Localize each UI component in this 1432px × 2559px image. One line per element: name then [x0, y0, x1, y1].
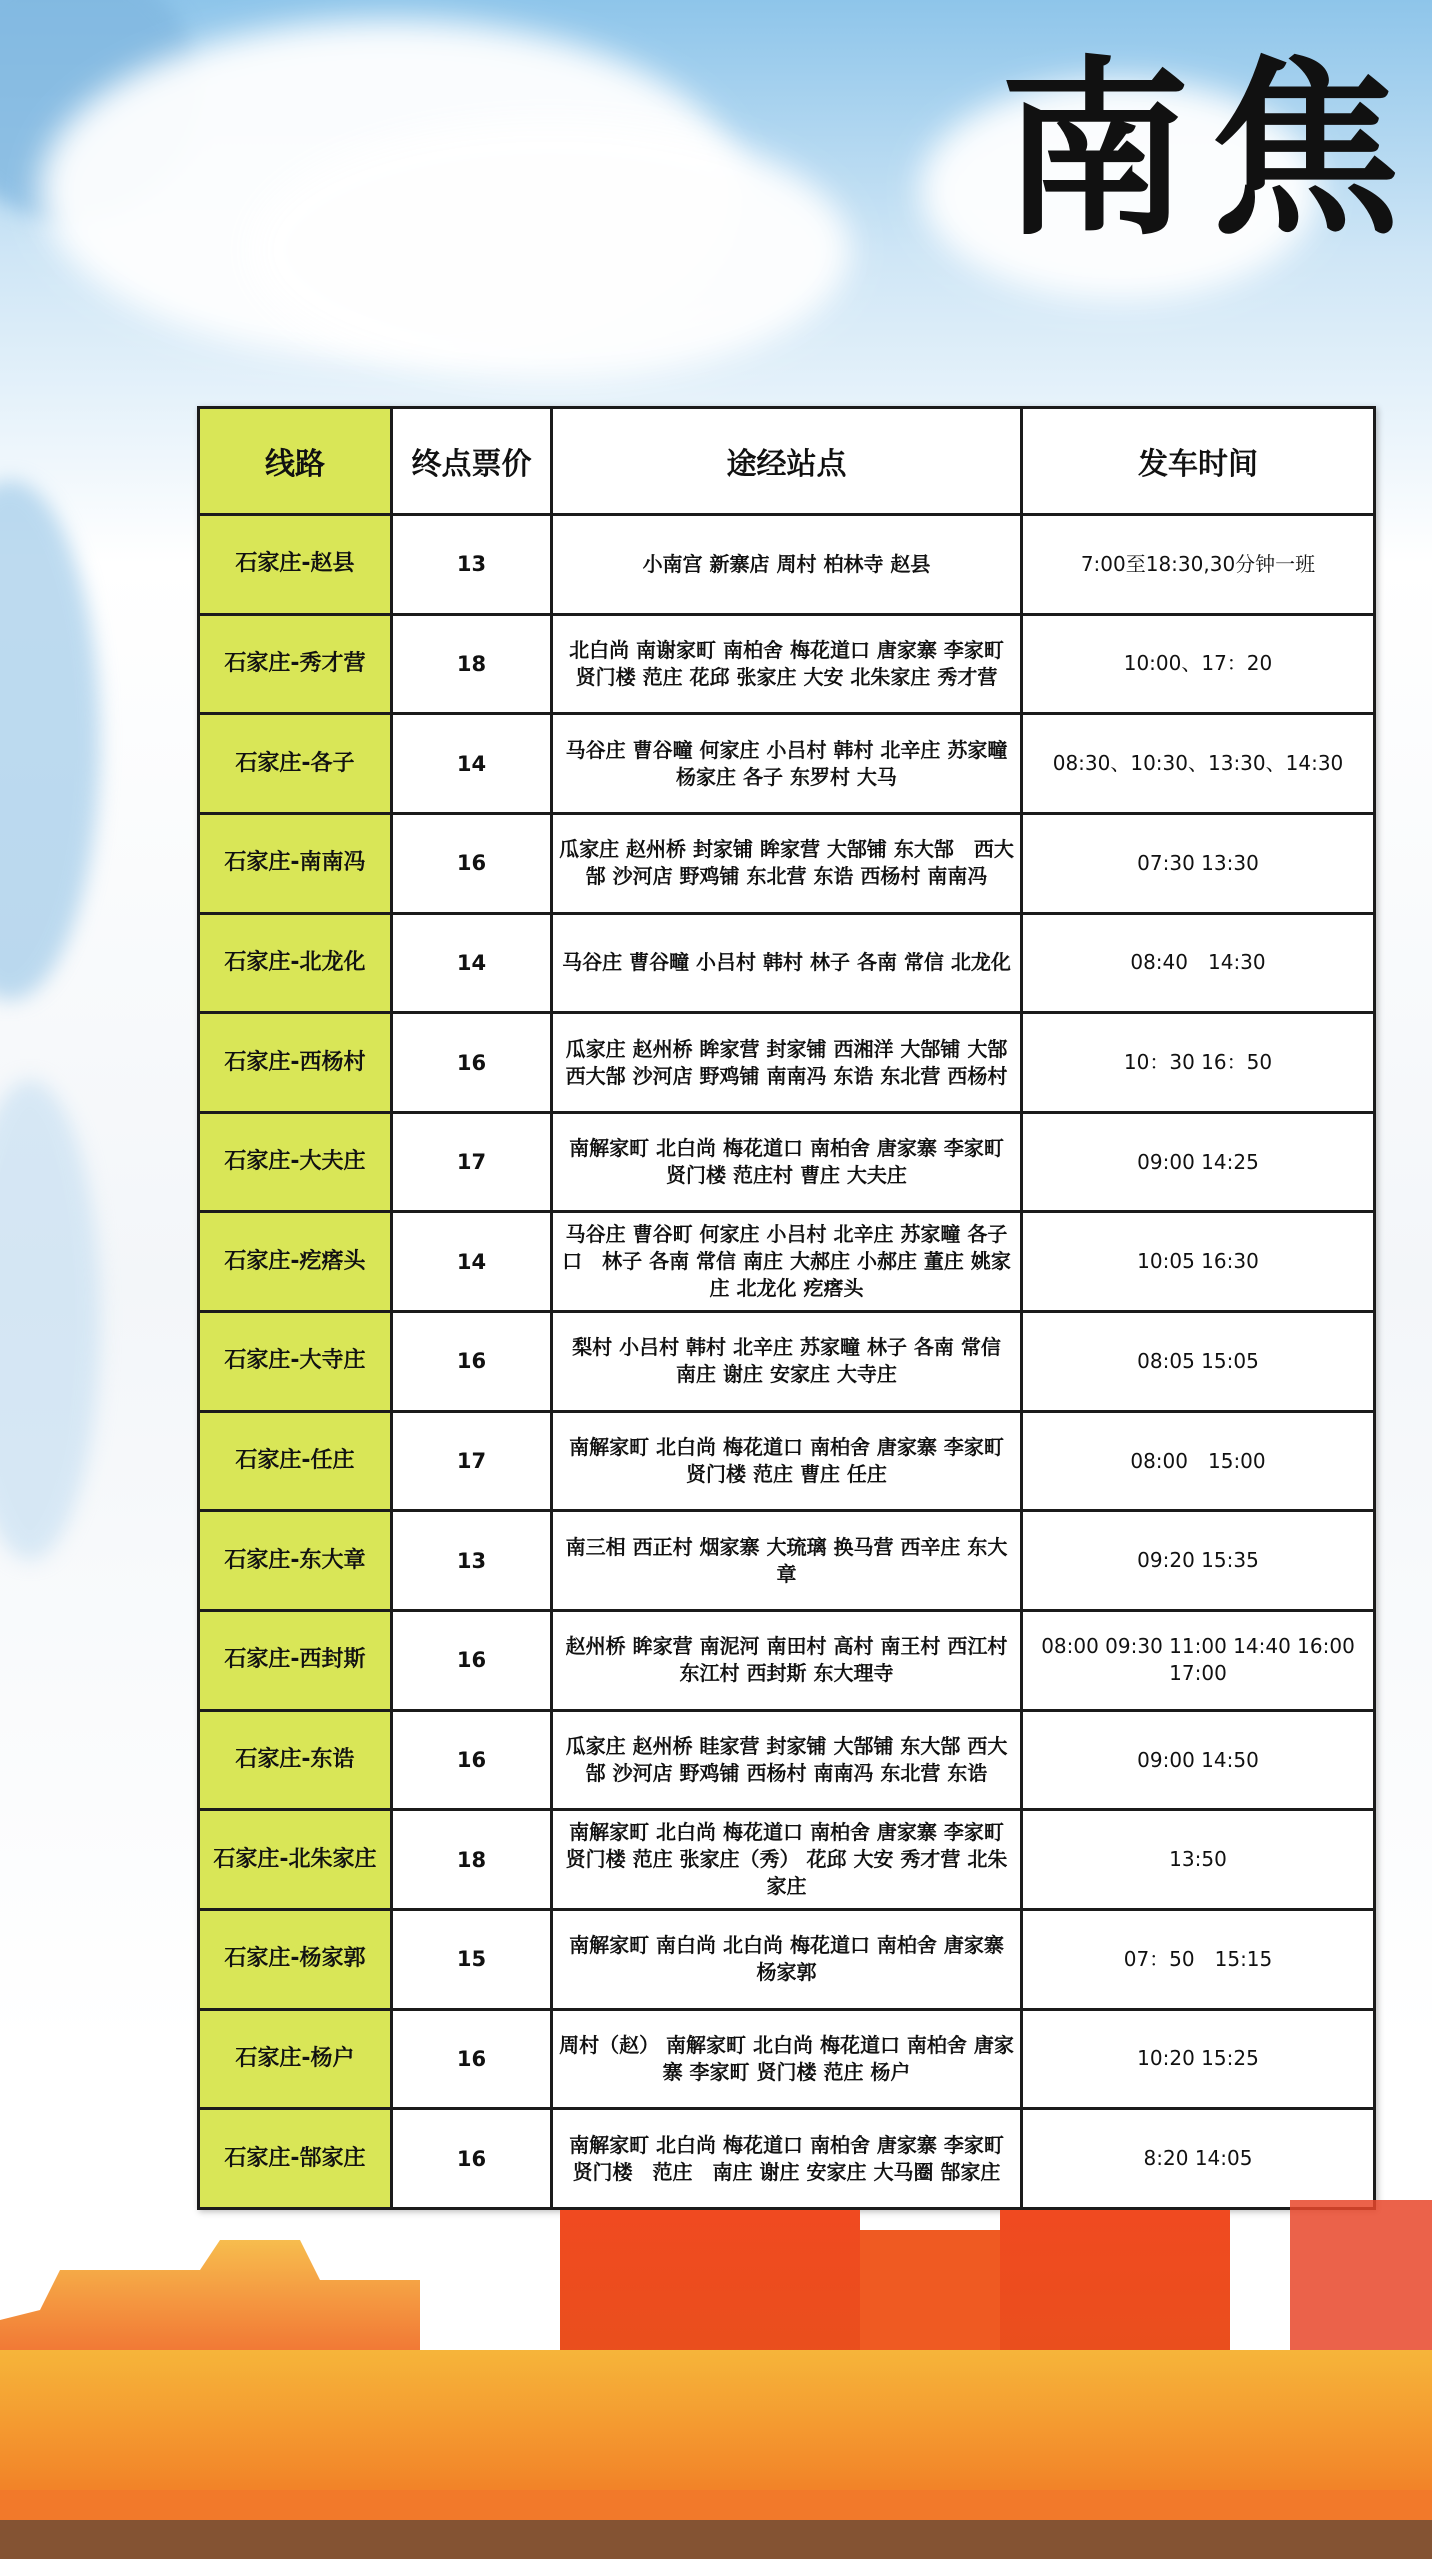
route-cell: 石家庄-大夫庄: [199, 1112, 392, 1212]
stops-cell: 瓜家庄 赵州桥 眸家营 封家铺 西湘洋 大郜铺 大郜 西大郜 沙河店 野鸡铺 南南冯 东诰 东北营 西杨村: [552, 1013, 1022, 1113]
sky-patch: [0, 480, 100, 1000]
times-cell: 08:30、10:30、13:30、14:30: [1022, 714, 1375, 814]
route-cell: 石家庄-北龙化: [199, 913, 392, 1013]
table-row: [199, 1810, 1375, 1910]
fare-cell: 14: [392, 714, 552, 814]
table-row: [199, 1411, 1375, 1511]
times-cell: 09:20 15:35: [1022, 1511, 1375, 1611]
fare-cell: 16: [392, 1710, 552, 1810]
page-title: 南焦: [1000, 38, 1421, 261]
route-cell: 石家庄-杨户: [199, 2009, 392, 2109]
times-cell: 07：50 15:15: [1022, 1909, 1375, 2009]
times-cell: 09:00 14:25: [1022, 1112, 1375, 1212]
times-cell: 08:40 14:30: [1022, 913, 1375, 1013]
route-cell: 石家庄-南南冯: [199, 813, 392, 913]
fare-cell: 18: [392, 1810, 552, 1910]
route-cell: 石家庄-东诰: [199, 1710, 392, 1810]
times-cell: 08:05 15:05: [1022, 1312, 1375, 1412]
route-cell: 石家庄-东大章: [199, 1511, 392, 1611]
times-cell: 07:30 13:30: [1022, 813, 1375, 913]
times-cell: 08:00 15:00: [1022, 1411, 1375, 1511]
table-row: [199, 2109, 1375, 2209]
stops-cell: 南解家町 北白尚 梅花道口 南柏舍 唐家寨 李家町 贤门楼 范庄 曹庄 任庄: [552, 1411, 1022, 1511]
route-cell: 石家庄-郜家庄: [199, 2109, 392, 2209]
fare-cell: 15: [392, 1909, 552, 2009]
times-cell: 08:00 09:30 11:00 14:40 16:00 17:00: [1022, 1611, 1375, 1711]
fare-cell: 14: [392, 913, 552, 1013]
times-cell: 09:00 14:50: [1022, 1710, 1375, 1810]
fare-cell: 17: [392, 1112, 552, 1212]
route-cell: 石家庄-各子: [199, 714, 392, 814]
column-header-times: 发车时间: [1022, 408, 1375, 515]
times-cell: 8:20 14:05: [1022, 2109, 1375, 2209]
times-cell: 10:05 16:30: [1022, 1212, 1375, 1312]
route-cell: 石家庄-西杨村: [199, 1013, 392, 1113]
fare-cell: 16: [392, 813, 552, 913]
table-row: [199, 714, 1375, 814]
fare-cell: 14: [392, 1212, 552, 1312]
fare-cell: 17: [392, 1411, 552, 1511]
table-row: [199, 1909, 1375, 2009]
stops-cell: 南解家町 北白尚 梅花道口 南柏舍 唐家寨 李家町 贤门楼 范庄村 曹庄 大夫庄: [552, 1112, 1022, 1212]
table-row: [199, 1710, 1375, 1810]
times-cell: 7:00至18:30,30分钟一班: [1022, 515, 1375, 615]
table-header-row: [199, 408, 1375, 515]
stops-cell: 北白尚 南谢家町 南柏舍 梅花道口 唐家寨 李家町 贤门楼 范庄 花邱 张家庄 大安 北朱家庄 秀才营: [552, 614, 1022, 714]
table-row: [199, 1112, 1375, 1212]
fare-cell: 16: [392, 1013, 552, 1113]
table-row: [199, 1013, 1375, 1113]
stops-cell: 瓜家庄 赵州桥 眭家营 封家铺 大郜铺 东大郜 西大郜 沙河店 野鸡铺 西杨村 南南冯 东北营 东诰: [552, 1710, 1022, 1810]
route-cell: 石家庄-北朱家庄: [199, 1810, 392, 1910]
bus-schedule-table: [197, 406, 1376, 2210]
stops-cell: 南解家町 北白尚 梅花道口 南柏舍 唐家寨 李家町 贤门楼 范庄 南庄 谢庄 安家庄 大马圈 郜家庄: [552, 2109, 1022, 2209]
table-row: [199, 1611, 1375, 1711]
fare-cell: 16: [392, 2009, 552, 2109]
table-row: [199, 2009, 1375, 2109]
route-cell: 石家庄-赵县: [199, 515, 392, 615]
fare-cell: 16: [392, 1611, 552, 1711]
stops-cell: 马谷庄 曹谷疃 小吕村 韩村 林子 各南 常信 北龙化: [552, 913, 1022, 1013]
fare-cell: 18: [392, 614, 552, 714]
stops-cell: 梨村 小吕村 韩村 北辛庄 苏家疃 林子 各南 常信 南庄 谢庄 安家庄 大寺庄: [552, 1312, 1022, 1412]
stops-cell: 瓜家庄 赵州桥 封家铺 眸家营 大郜铺 东大郜 西大郜 沙河店 野鸡铺 东北营 东诰 西杨村 南南冯: [552, 813, 1022, 913]
table-row: [199, 1312, 1375, 1412]
table-row: [199, 813, 1375, 913]
route-cell: 石家庄-大寺庄: [199, 1312, 392, 1412]
table-row: [199, 913, 1375, 1013]
table-row: [199, 614, 1375, 714]
column-header-route: 线路: [199, 408, 392, 515]
stops-cell: 小南宫 新寨店 周村 柏林寺 赵县: [552, 515, 1022, 615]
times-cell: 10:20 15:25: [1022, 2009, 1375, 2109]
times-cell: 10:00、17：20: [1022, 614, 1375, 714]
route-cell: 石家庄-杨家郭: [199, 1909, 392, 2009]
stops-cell: 周村（赵） 南解家町 北白尚 梅花道口 南柏舍 唐家寨 李家町 贤门楼 范庄 杨户: [552, 2009, 1022, 2109]
stops-cell: 南三相 西正村 烟家寨 大琉璃 换马营 西辛庄 东大章: [552, 1511, 1022, 1611]
route-cell: 石家庄-疙瘩头: [199, 1212, 392, 1312]
fare-cell: 16: [392, 2109, 552, 2209]
stops-cell: 马谷庄 曹谷疃 何家庄 小吕村 韩村 北辛庄 苏家疃 杨家庄 各子 东罗村 大马: [552, 714, 1022, 814]
city-skyline-illustration: [0, 2200, 1432, 2559]
stops-cell: 赵州桥 眸家营 南泥河 南田村 高村 南王村 西江村 东江村 西封斯 东大理寺: [552, 1611, 1022, 1711]
route-cell: 石家庄-任庄: [199, 1411, 392, 1511]
table-row: [199, 1212, 1375, 1312]
cloud: [250, 120, 850, 380]
fare-cell: 13: [392, 515, 552, 615]
stops-cell: 马谷庄 曹谷町 何家庄 小吕村 北辛庄 苏家疃 各子口 林子 各南 常信 南庄 大郝庄 小郝庄 董庄 姚家庄 北龙化 疙瘩头: [552, 1212, 1022, 1312]
fare-cell: 16: [392, 1312, 552, 1412]
table-row: [199, 515, 1375, 615]
stops-cell: 南解家町 北白尚 梅花道口 南柏舍 唐家寨 李家町 贤门楼 范庄 张家庄（秀） 花邱 大安 秀才营 北朱家庄: [552, 1810, 1022, 1910]
sky-patch: [0, 1080, 100, 1560]
stops-cell: 南解家町 南白尚 北白尚 梅花道口 南柏舍 唐家寨 杨家郭: [552, 1909, 1022, 2009]
route-cell: 石家庄-秀才营: [199, 614, 392, 714]
times-cell: 13:50: [1022, 1810, 1375, 1910]
route-cell: 石家庄-西封斯: [199, 1611, 392, 1711]
column-header-fare: 终点票价: [392, 408, 552, 515]
times-cell: 10：30 16：50: [1022, 1013, 1375, 1113]
column-header-stops: 途经站点: [552, 408, 1022, 515]
table-row: [199, 1511, 1375, 1611]
fare-cell: 13: [392, 1511, 552, 1611]
